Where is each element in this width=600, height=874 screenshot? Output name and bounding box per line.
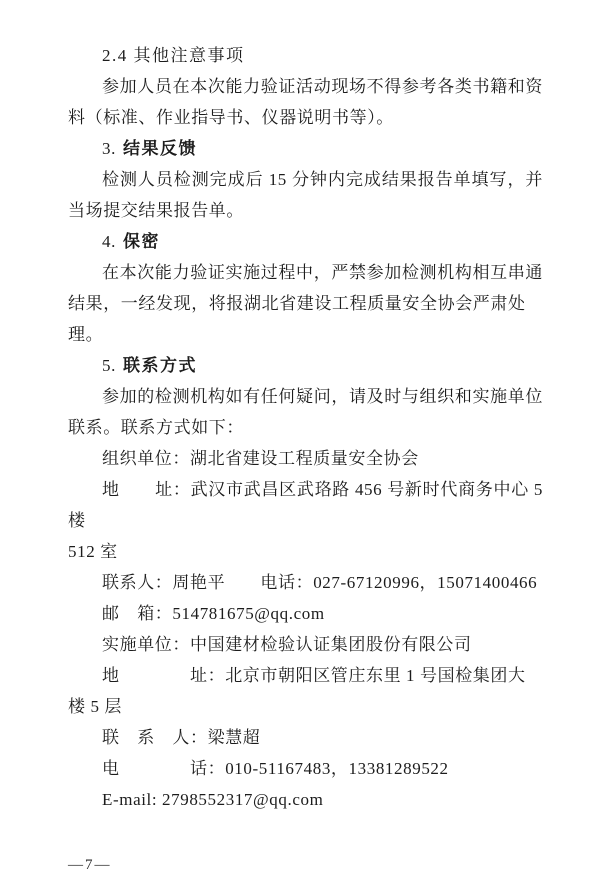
paragraph-line: 检测人员检测完成后 15 分钟内完成结果报告单填写，并 xyxy=(102,170,543,189)
section-heading-5 xyxy=(68,350,543,381)
paragraph-line: 当场提交结果报告单。 xyxy=(68,201,244,220)
paragraph-line: 参加的检测机构如有任何疑问，请及时与组织和实施单位 xyxy=(102,387,543,406)
section-title: 结果反馈 xyxy=(122,139,197,158)
section-number: 3. xyxy=(102,139,116,158)
paragraph-line: 料（标准、作业指导书、仪器说明书等）。 xyxy=(68,108,394,127)
contact-line-implementer-address: 地 址：北京市朝阳区管庄东里 1 号国检集团大楼 5 层 xyxy=(68,666,526,716)
paragraph-line: 在本次能力验证实施过程中，严禁参加检测机构相互串通 xyxy=(102,263,543,282)
contact-line-implementer: 实施单位：中国建材检验认证集团股份有限公司 xyxy=(102,635,472,654)
subsection-heading-2-4: 2.4 其他注意事项 xyxy=(102,46,245,65)
section-heading-4 xyxy=(68,226,543,257)
contact-line-implementer-phone: 电 话：010-51167483，13381289522 xyxy=(102,759,449,778)
paragraph-line: 结果，一经发现，将报湖北省建设工程质量安全协会严肃处理。 xyxy=(68,294,526,344)
section-number: 4. xyxy=(102,232,116,251)
contact-line-implementer-email: E-mail: 2798552317@qq.com xyxy=(102,790,324,809)
paragraph-line: 联系。联系方式如下： xyxy=(68,418,244,437)
section-title: 保密 xyxy=(122,232,160,251)
contact-line-organizer-address-cont: 512 室 xyxy=(68,542,118,561)
section-title: 联系方式 xyxy=(122,356,197,375)
section-number: 5. xyxy=(102,356,116,375)
section-heading-3 xyxy=(68,133,543,164)
contact-line-implementer-person: 联 系 人：梁慧超 xyxy=(102,728,261,747)
page-number: —7— xyxy=(68,857,112,873)
contact-line-organizer-person-phone: 联系人：周艳平 电话：027-67120996，15071400466 xyxy=(102,573,538,592)
paragraph-line: 参加人员在本次能力验证活动现场不得参考各类书籍和资 xyxy=(102,77,543,96)
contact-line-organizer: 组织单位：湖北省建设工程质量安全协会 xyxy=(102,449,419,468)
contact-line-organizer-email: 邮 箱：514781675@qq.com xyxy=(102,604,325,623)
contact-line-organizer-address: 地 址：武汉市武昌区武珞路 456 号新时代商务中心 5 楼 xyxy=(68,480,543,530)
